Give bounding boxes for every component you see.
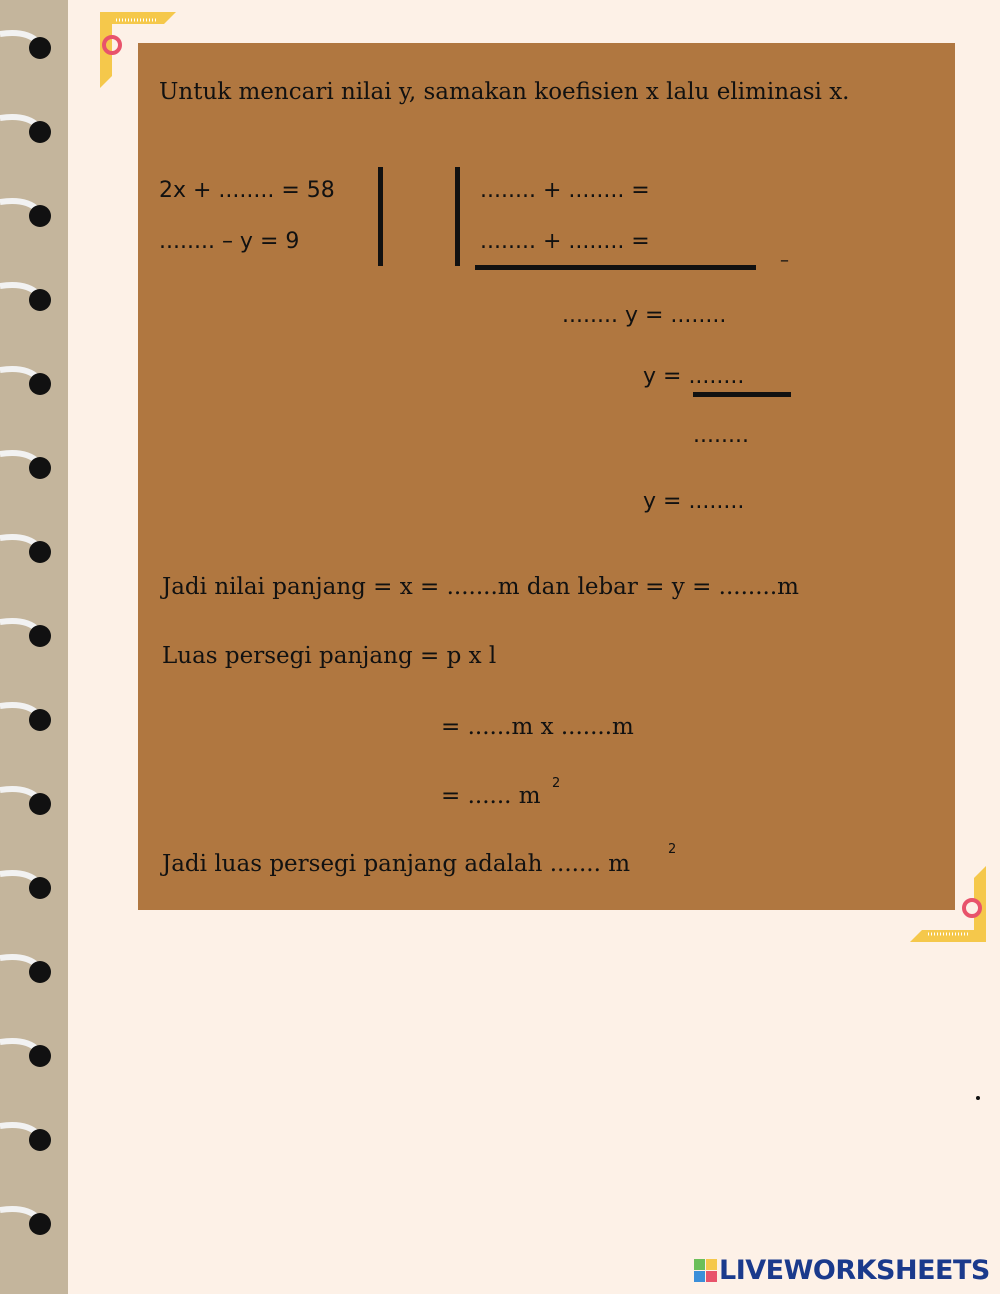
area-final-exponent: 2 bbox=[668, 842, 677, 857]
y-final: y = ........ bbox=[643, 489, 745, 514]
y-fraction-numerator: y = ........ bbox=[643, 364, 745, 389]
spiral-ring bbox=[0, 705, 51, 731]
spiral-rings bbox=[0, 0, 70, 1294]
fraction-bar bbox=[693, 392, 791, 397]
spiral-ring bbox=[0, 285, 51, 311]
bracket-left bbox=[378, 167, 383, 266]
area-final: Jadi luas persegi panjang adalah ....... m bbox=[162, 851, 631, 877]
stray-dot bbox=[976, 1096, 980, 1100]
area-step-1: = ......m x .......m bbox=[441, 714, 634, 740]
minus-operator: – bbox=[780, 250, 789, 271]
worksheet-card bbox=[138, 43, 955, 910]
logo-text: LIVEWORKSHEETS bbox=[719, 1255, 990, 1286]
spiral-ring bbox=[0, 1125, 51, 1151]
area-formula: Luas persegi panjang = p x l bbox=[162, 643, 497, 669]
spiral-ring bbox=[0, 33, 51, 59]
spiral-ring bbox=[0, 369, 51, 395]
spiral-ring bbox=[0, 957, 51, 983]
equation-1: 2x + ........ = 58 bbox=[159, 178, 335, 203]
spiral-ring bbox=[0, 789, 51, 815]
spiral-ring bbox=[0, 117, 51, 143]
elimination-line bbox=[475, 265, 756, 270]
spiral-ring bbox=[0, 621, 51, 647]
spiral-ring bbox=[0, 1209, 51, 1235]
area-step-2: = ...... m bbox=[441, 783, 541, 809]
spiral-ring bbox=[0, 537, 51, 563]
elimination-result: ........ y = ........ bbox=[562, 303, 727, 328]
spiral-ring bbox=[0, 201, 51, 227]
spiral-ring bbox=[0, 453, 51, 479]
conclusion-values: Jadi nilai panjang = x = .......m dan lebar = y = ........m bbox=[162, 574, 799, 600]
elimination-row-2: ........ + ........ = bbox=[480, 229, 650, 254]
spiral-ring bbox=[0, 1041, 51, 1067]
spiral-ring bbox=[0, 873, 51, 899]
elimination-row-1: ........ + ........ = bbox=[480, 178, 650, 203]
logo-grid-icon bbox=[694, 1259, 717, 1282]
instruction-text: Untuk mencari nilai y, samakan koefisien x lalu eliminasi x. bbox=[159, 79, 850, 105]
area-step-2-exponent: 2 bbox=[552, 776, 561, 791]
bracket-right bbox=[455, 167, 460, 266]
liveworksheets-logo[interactable] bbox=[694, 1255, 990, 1286]
y-fraction-denominator: ........ bbox=[693, 423, 749, 448]
equation-2: ........ – y = 9 bbox=[159, 229, 300, 254]
